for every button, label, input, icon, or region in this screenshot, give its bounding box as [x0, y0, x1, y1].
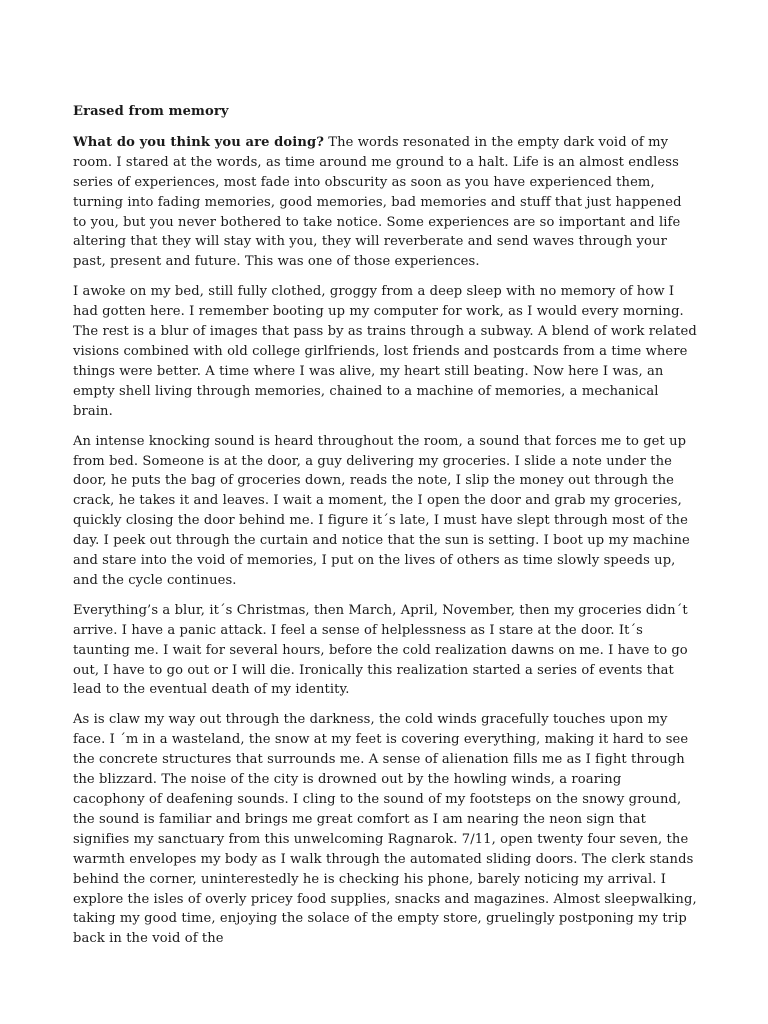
paragraph-1: [73, 133, 697, 272]
paragraph-4: [73, 601, 697, 701]
paragraph-text: Everything’s a blur, it´s Christmas, then March, April, November, then my groceries didn´t arrive. I have a panic attack. I feel a sense of helplessness as I stare at the door. It´s taunting me. I wait for several hours, before the cold realization dawns on me. I have to go out, I have to go out or I will die. Ironically this realization started a series of events that lead to the eventual death of my identity.: [73, 602, 688, 698]
paragraph-text: The words resonated in the empty dark void of my room. I stared at the words, as time around me ground to a halt. Life is an almost endless series of experiences, most fade into obscurity as soon as you have experienced them, turning into fading memories, good memories, bad memories and stuff that just happened to you, but you never bothered to take notice. Some experiences are so important and life altering that they will stay with you, they will reverberate and send waves through your past, present and future. This was one of those experiences.: [73, 134, 682, 270]
paragraph-lead: What do you think you are doing?: [73, 134, 324, 150]
paragraph-2: [73, 282, 697, 421]
paragraph-text: As is claw my way out through the darkness, the cold winds gracefully touches upon my face. I ´m in a wasteland, the snow at my feet is covering everything, making it hard to see the concrete structures that surrounds me. A sense of alienation fills me as I fight through the blizzard. The noise of the city is drowned out by the howling winds, a roaring cacophony of deafening sounds. I cling to the sound of my footsteps on the snowy ground, the sound is familiar and brings me great comfort as I am nearing the neon sign that signifies my sanctuary from this unwelcoming Ragnarok. 7/11, open twenty four seven, the warmth envelopes my body as I walk through the automated sliding doors. The clerk stands behind the corner, uninterestedly he is checking his phone, barely noticing my arrival. I explore the isles of overly pricey food supplies, snacks and magazines. Almost sleepwalking, taking my good time, enjoying the solace of the empty store, gruelingly postponing my trip back in the void of the: [73, 712, 697, 947]
paragraph-5: [73, 710, 697, 949]
paragraph-text: An intense knocking sound is heard throughout the room, a sound that forces me to get up from bed. Someone is at the door, a guy delivering my groceries. I slide a note under the door, he puts the bag of groceries down, reads the note, I slip the money out through the crack, he takes it and leaves. I wait a moment, the I open the door and grab my groceries, quickly closing the door behind me. I figure it´s late, I must have slept through most of the day. I peek out through the curtain and notice that the sun is setting. I boot up my machine and stare into the void of memories, I put on the lives of others as time slowly speeds up, and the cycle continues.: [73, 433, 690, 588]
document-title: Erased from memory: [73, 104, 229, 119]
paragraph-3: [73, 432, 697, 591]
document-page: [73, 102, 697, 959]
paragraph-text: I awoke on my bed, still fully clothed, groggy from a deep sleep with no memory of how I had gotten here. I remember booting up my computer for work, as I would every morning. The rest is a blur of images that pass by as trains through a subway. A blend of work related visions combined with old college girlfriends, lost friends and postcards from a time where things were better. A time where I was alive, my heart still beating. Now here I was, an empty shell living through memories, chained to a machine of memories, a mechanical brain.: [73, 284, 697, 419]
